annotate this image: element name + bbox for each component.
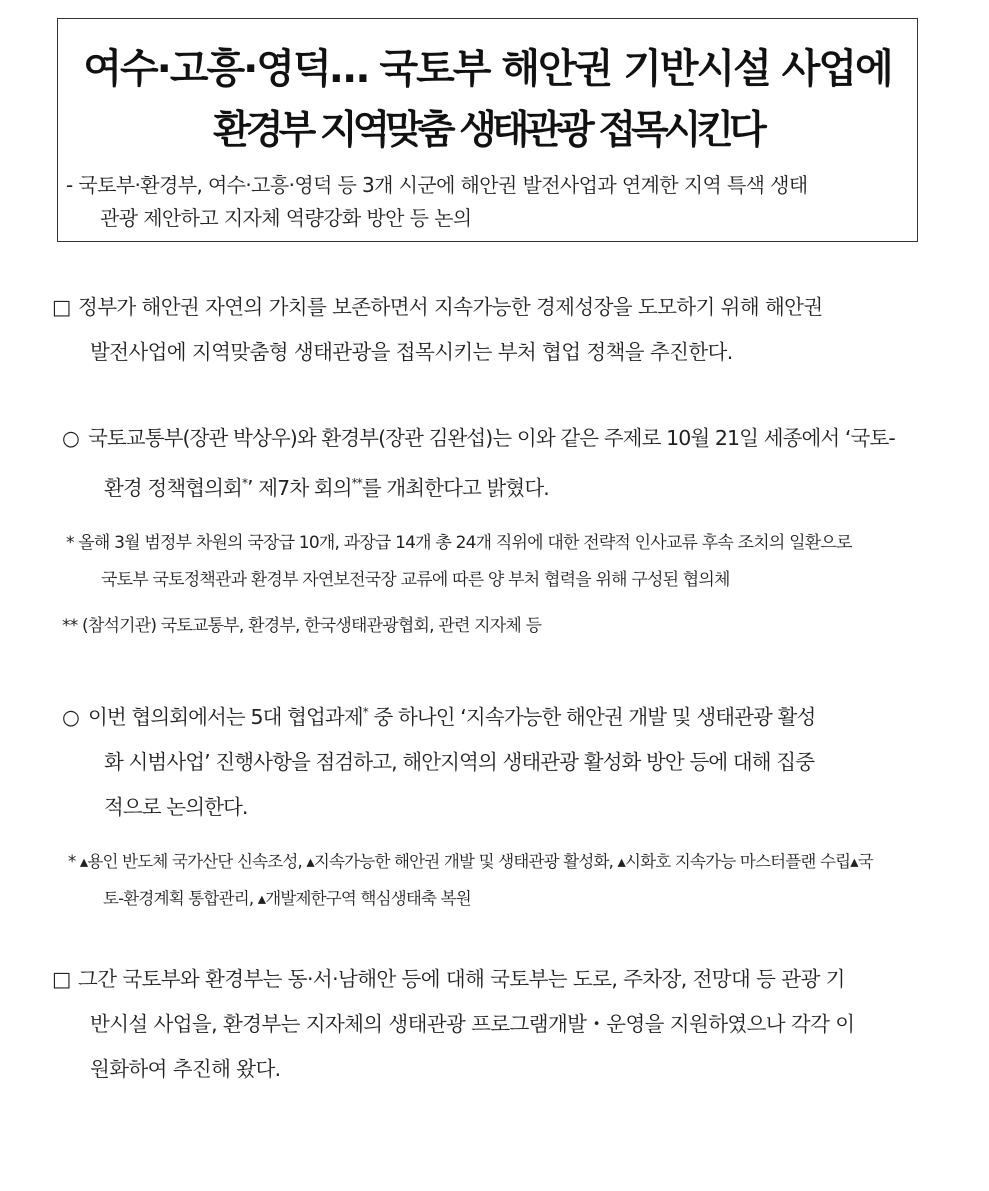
footnote-marker-3: * [362,705,368,719]
footnote-2 [62,608,928,645]
paragraph-3-line-2: 화 시범사업’ 진행사항을 점검하고, 해안지역의 생태관광 활성화 방안 등에 대해 집중 [104,749,815,774]
council-name: 환경 정책협의회 [104,475,242,500]
paragraph-3-line-3: 적으로 논의한다. [104,794,248,819]
paragraph-4-line-1: 그간 국토부와 환경부는 동·서·남해안 등에 대해 국토부는 도로, 주차장, 전망대 등 관광 기 [78,967,845,991]
circle-bullet-icon: ○ [62,704,79,729]
subtitle-line-1: - 국토부·환경부, 여수·고흥·영덕 등 3개 시군에 해안권 발전사업과 연계한 지역 특색 생태 [66,173,808,197]
subtitle-line-2: 관광 제안하고 지자체 역량강화 방안 등 논의 [100,206,472,230]
paragraph-3 [62,690,930,830]
paragraph-2-line-2-end: 를 개최한다고 밝혔다. [361,475,549,500]
meeting-number: ’ 제7차 회의 [247,475,352,500]
footnote-1-line-2: 국토부 국토정책관과 환경부 자연보전국장 교류에 따른 양 부처 협력을 위해 구성된 협의체 [101,570,730,590]
paragraph-3-line-1a: 이번 협의회에서는 5대 협업과제 [88,704,363,729]
paragraph-4-line-3: 원화하여 추진해 왔다. [90,1057,281,1081]
paragraph-4-line-2: 반시설 사업을, 환경부는 지자체의 생태관광 프로그램개발・운영을 지원하였으나 각각 이 [90,1012,855,1036]
footnote-3-line-2: 토-환경계획 통합관리, ▴개발제한구역 핵심생태축 복원 [103,889,471,908]
paragraph-4 [52,957,932,1092]
paragraph-1-line-2: 발전사업에 지역맞춤형 생태관광을 접목시키는 부처 협업 정책을 추진한다. [90,340,733,364]
footnote-3 [68,843,930,917]
footnote-marker-2: ** [351,476,362,490]
footnote-marker-1: * [241,476,248,490]
paragraph-2-line-1: 국토교통부(장관 박상우)와 환경부(장관 김완섭)는 이와 같은 주제로 10월 21일 세종에서 ‘국토- [88,426,895,450]
footnote-1 [66,525,932,599]
footnote-3-line-1: * ▴용인 반도체 국가산단 신속조성, ▴지속가능한 해안권 개발 및 생태관광 활성화, ▴시화호 지속가능 마스터플랜 수립▴국 [68,852,873,871]
paragraph-2 [62,416,930,511]
square-bullet-icon: □ [52,295,71,319]
title-box [57,18,918,242]
paragraph-3-line-1b: 중 하나인 ‘지속가능한 해안권 개발 및 생태관광 활성 [367,704,816,729]
footnote-1-line-1: * 올해 3월 범정부 차원의 국장급 10개, 과장급 14개 총 24개 직위에 대한 전략적 인사교류 후속 조치의 일환으로 [66,533,852,553]
subtitle [66,169,916,235]
square-bullet-icon: □ [52,967,71,991]
circle-bullet-icon: ○ [62,426,79,450]
footnote-2-line-1: ** (참석기관) 국토교통부, 환경부, 한국생태관광협회, 관련 지자체 등 [62,616,542,636]
paragraph-1-line-1: 정부가 해안권 자연의 가치를 보존하면서 지속가능한 경제성장을 도모하기 위해 해안권 [78,295,823,319]
paragraph-1 [52,285,932,375]
paragraph-2-line-2 [62,461,930,511]
headline-line-2: 환경부 지역맞춤 생태관광 접목시킨다 [213,108,762,153]
headline-line-1: 여수·고흥·영덕… 국토부 해안권 기반시설 사업에 [83,46,892,92]
